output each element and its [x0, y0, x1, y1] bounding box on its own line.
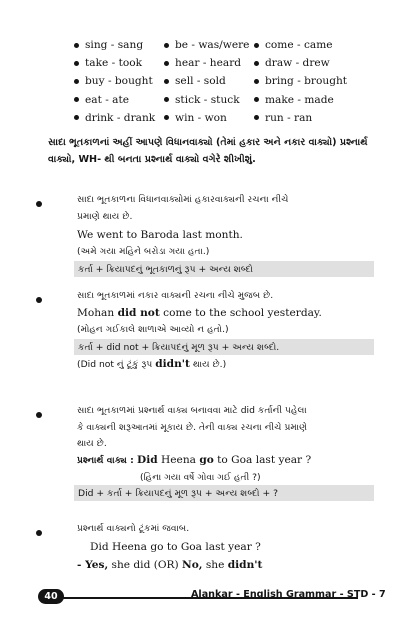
verb-pair: sing - sang	[85, 39, 144, 52]
section-bullet	[36, 297, 42, 303]
s2-translation: (મોહન ગઈકાલે શાળાએ આવ્યો ન હતો.)	[77, 324, 229, 335]
s3-line2: કે વાક્યની શરૂઆતમાં મૂકાય છે. તેની વાક્ય રચના નીચે પ્રમાણે	[77, 422, 308, 433]
verb-row	[74, 54, 374, 72]
s1-example: We went to Baroda last month.	[77, 229, 243, 241]
s2-line1: સાદા ભૂતકાળમાં નકાર વાક્યની રચના નીચે મુજબ છે.	[77, 290, 274, 301]
bullet-dot	[164, 43, 169, 48]
bullet-dot	[164, 97, 169, 102]
bullet-dot	[164, 79, 169, 84]
verb-row	[74, 72, 374, 90]
bullet-dot	[74, 43, 79, 48]
s3-line1: સાદા ભૂતકાળમાં પ્રશ્નાર્થ વાક્ય બનાવવા માટે did કર્તાની પહેલા	[77, 405, 307, 416]
verb-pair: buy - bought	[85, 75, 153, 88]
s3-formula: Did + કર્તા + ક્રિયાપદનું મૂળ રૂપ + અન્ય શબ્દો + ?	[74, 485, 374, 501]
verb-pair: drink - drank	[85, 111, 156, 124]
bullet-dot	[74, 79, 79, 84]
bullet-dot	[74, 61, 79, 66]
verb-pair: eat - ate	[85, 93, 129, 106]
s4-answer: - Yes, she did (OR) No, she didn't	[77, 559, 263, 571]
s2-note: (Did not નું ટૂંકું રૂપ didn't થાય છે.)	[77, 358, 227, 370]
section-bullet	[36, 530, 42, 536]
s4-question: Did Heena go to Goa last year ?	[90, 541, 261, 553]
verb-row	[74, 36, 374, 54]
section-bullet	[36, 201, 42, 207]
s3-line3: થાય છે.	[77, 438, 107, 449]
s1-translation: (અમે ગયા મહિને બરોડા ગયા હતા.)	[77, 246, 210, 257]
verb-row	[74, 91, 374, 109]
verb-list	[74, 36, 374, 127]
s2-example: Mohan did not come to the school yesterday.	[77, 307, 322, 319]
intro-paragraph: સાદા ભૂતકાળનાં અહીં આપણે વિધાનવાક્યો (તેમાં હકાર અને નકાર વાક્યો) પ્રશ્નાર્થ વાક્યો, WH- થી બનતા પ્રશ્નાર્થ વાક્યો વગેરે શીખીશું.	[48, 137, 368, 165]
bullet-dot	[164, 115, 169, 120]
bullet-dot	[254, 43, 259, 48]
verb-pair: draw - drew	[265, 57, 330, 70]
verb-pair: take - took	[85, 57, 143, 70]
s4-line1: પ્રશ્નાર્થ વાક્યનો ટૂંકમાં જવાબ.	[77, 523, 190, 534]
s3-translation: (હિના ગયા વર્ષે ગોવા ગઈ હતી ?)	[140, 472, 261, 483]
bullet-dot	[74, 115, 79, 120]
s1-line1: સાદા ભૂતકાળના વિધાનવાક્યોમાં હકારવાક્યની રચના નીચે	[77, 194, 289, 205]
bullet-dot	[254, 97, 259, 102]
s3-question: પ્રશ્નાર્થ વાક્ય : Did Heena go to Goa last year ?	[77, 454, 312, 466]
verb-pair: be - was/were	[175, 39, 250, 52]
verb-pair: run - ran	[265, 111, 313, 124]
footer-title: Alankar - English Grammar - STD - 7	[191, 589, 386, 600]
page-number-badge: 40	[38, 589, 64, 604]
verb-pair: stick - stuck	[175, 93, 240, 106]
s1-formula: કર્તા + ક્રિયાપદનું ભૂતકાળનું રૂપ + અન્ય શબ્દો	[74, 261, 374, 277]
bullet-dot	[254, 115, 259, 120]
verb-row	[74, 109, 374, 127]
bullet-dot	[254, 61, 259, 66]
s2-formula: કર્તા + did not + ક્રિયાપદનું મૂળ રૂપ + અન્ય શબ્દો.	[74, 339, 374, 355]
verb-pair: make - made	[265, 93, 334, 106]
bullet-dot	[74, 97, 79, 102]
section-bullet	[36, 412, 42, 418]
bullet-dot	[164, 61, 169, 66]
verb-pair: win - won	[175, 111, 227, 124]
verb-pair: come - came	[265, 39, 333, 52]
s1-line2: પ્રમાણે થાય છે.	[77, 211, 133, 222]
verb-pair: sell - sold	[175, 75, 226, 88]
verb-pair: bring - brought	[265, 75, 348, 88]
bullet-dot	[254, 79, 259, 84]
verb-pair: hear - heard	[175, 57, 242, 70]
